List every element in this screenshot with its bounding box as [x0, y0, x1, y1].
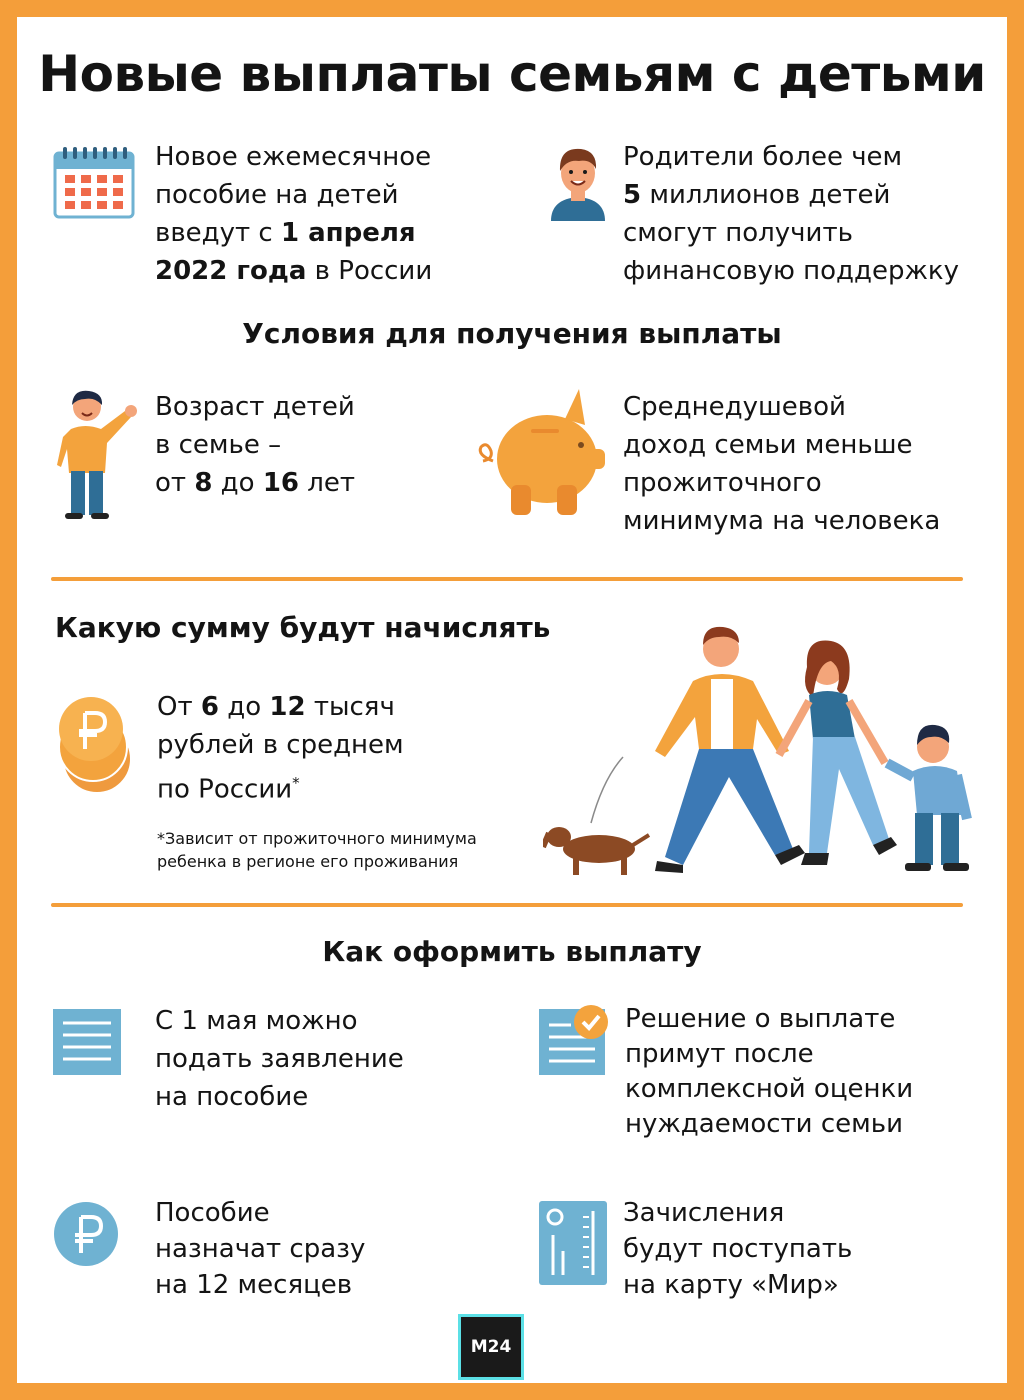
income-condition-text: Среднедушевой доход семьи меньше прожиточного минимума на человека — [623, 392, 941, 536]
apply-item-4-text: Зачисления будут поступать на карту «Мир» — [623, 1198, 853, 1300]
document-check-icon — [539, 1005, 613, 1075]
calendar-icon — [53, 145, 135, 219]
amount-footnote: *Зависит от прожиточного минимума ребенка в регионе его проживания — [157, 829, 477, 871]
ruble-circle-icon — [53, 1201, 119, 1267]
conditions-title: Условия для получения выплаты — [242, 317, 782, 350]
amount-text: От 6 до 12 тысяч рублей в среднем по России* — [157, 692, 404, 805]
divider-2 — [51, 903, 963, 907]
parent-avatar-icon — [549, 143, 607, 221]
apply-item-3-text: Пособие назначат сразу на 12 месяцев — [155, 1198, 366, 1300]
page-title: Новые выплаты семьям с детьми — [38, 45, 986, 103]
apply-item-1-text: С 1 мая можно подать заявление на пособие — [155, 1006, 404, 1112]
apply-item-2-text: Решение о выплате примут после комплексной оценки нуждаемости семьи — [625, 1004, 914, 1139]
piggy-bank-icon — [471, 389, 611, 519]
mir-card-icon — [539, 1201, 607, 1285]
intro-left-text: Новое ежемесячное пособие на детей введут с 1 апреля 2022 года в России — [155, 142, 433, 286]
child-waving-icon — [57, 389, 141, 521]
amount-title: Какую сумму будут начислять — [55, 611, 551, 644]
intro-right-text: Родители более чем 5 миллионов детей смогут получить финансовую поддержку — [623, 142, 959, 286]
ruble-coins-icon — [51, 693, 133, 799]
document-icon — [53, 1009, 121, 1075]
divider-1 — [51, 577, 963, 581]
apply-title: Как оформить выплату — [322, 935, 702, 968]
m24-logo: М24 — [458, 1314, 524, 1380]
family-walking-dog-illustration — [543, 609, 973, 879]
infographic-card — [17, 17, 1007, 1383]
age-condition-text: Возраст детей в семье – от 8 до 16 лет — [155, 392, 356, 498]
